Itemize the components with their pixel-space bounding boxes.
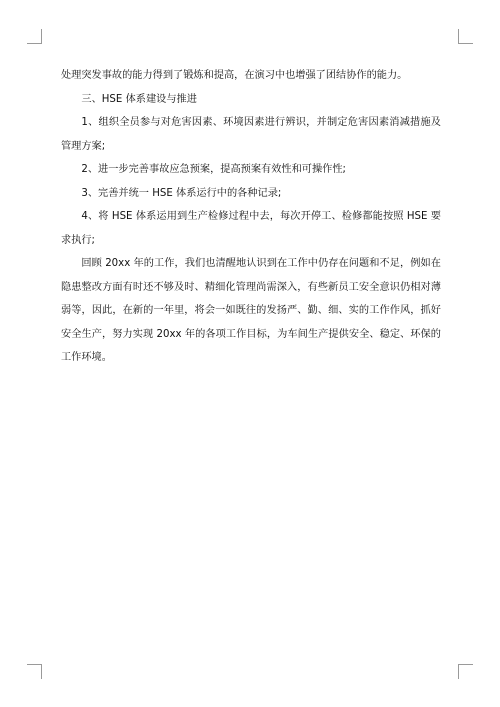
crop-mark-bottom-left [27, 664, 42, 679]
crop-mark-top-right [458, 29, 473, 44]
document-body [61, 64, 441, 370]
list-item-1: 1、组织全员参与对危害因素、环境因素进行辨识，并制定危害因素消减措施及管理方案; [61, 117, 441, 152]
paragraph-continuation: 处理突发事故的能力得到了锻炼和提高，在演习中也增强了团结协作的能力。 [61, 70, 408, 81]
list-item-2: 2、进一步完善事故应急预案，提高预案有效性和可操作性; [81, 164, 346, 175]
crop-mark-top-left [27, 29, 42, 44]
paragraph-review: 回顾 20xx 年的工作，我们也清醒地认识到在工作中仍存在问题和不足，例如在隐患整改方面有时还不够及时、精细化管理尚需深入，有些新员工安全意识仍相对薄弱等，因此，在新的一年里，将会一如既往的发扬严、勤、细、实的工作作风，抓好安全生产，努力实现 20xx 年的各项工作目标，为车间生产提供安全、稳定、环保的工作环境。 [61, 258, 441, 363]
list-item-4: 4、将 HSE 体系运用到生产检修过程中去，每次开停工、检修都能按照 HSE 要求执行; [61, 211, 441, 246]
list-item-3: 3、完善并统一 HSE 体系运行中的各种记录; [81, 187, 282, 199]
crop-mark-bottom-right [458, 664, 473, 679]
section-heading-hse: 三、HSE 体系建设与推进 [81, 93, 197, 105]
